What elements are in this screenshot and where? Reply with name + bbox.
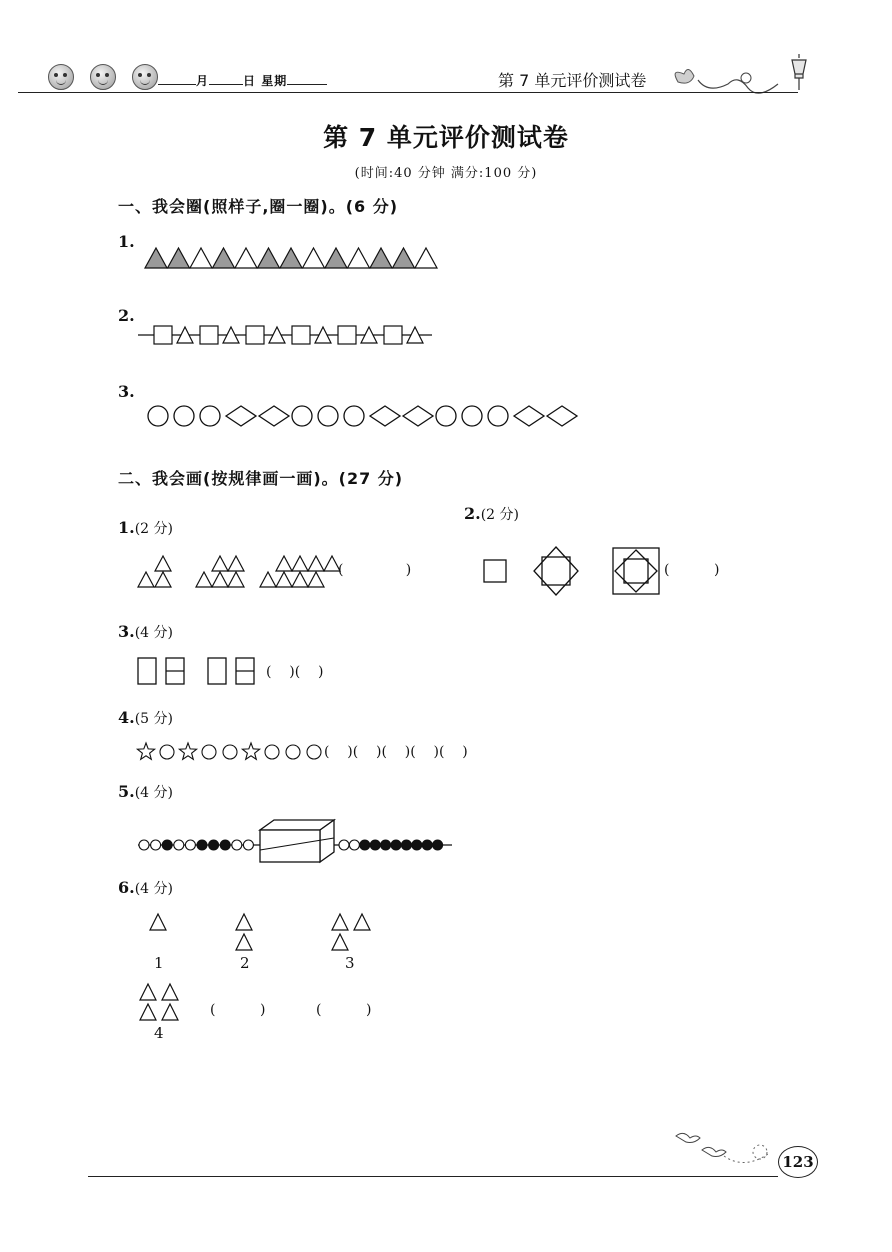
triangle-shape — [155, 556, 171, 571]
triangle-shape — [292, 556, 308, 571]
s2-q3-blanks — [266, 664, 323, 680]
s2-q4-number: 4. — [118, 708, 135, 727]
s2-q3-points: (4 分) — [134, 625, 173, 641]
diamond-shape — [514, 406, 544, 426]
s2-q4-blank-1: ( ) — [324, 744, 353, 760]
s2-q5-points: (4 分) — [134, 785, 173, 801]
white-triangle — [303, 248, 325, 268]
s2-q6-number: 6. — [118, 878, 135, 897]
s2-q1-points: (2 分) — [134, 521, 173, 537]
circle-shape — [318, 406, 338, 426]
s2-q6-blank-2: ( ) — [316, 1002, 372, 1018]
circle-shape — [202, 745, 216, 759]
gray-triangle — [280, 248, 302, 268]
s1-q1-number: 1. — [118, 232, 135, 251]
gray-triangle — [370, 248, 392, 268]
s2-q6-label — [118, 878, 173, 898]
s2-q2-number: 2. — [464, 504, 481, 523]
gray-triangle — [168, 248, 190, 268]
circle-shape — [307, 745, 321, 759]
s2-q1-triangle-groups — [136, 554, 336, 590]
s2-q6-label-4: 4 — [154, 1024, 164, 1042]
white-bead — [243, 840, 253, 850]
day-label: 日 — [243, 74, 257, 88]
section-2-heading: 二、我会画(按规律画一画)。(27 分) — [118, 469, 404, 488]
bird-icon — [672, 1128, 772, 1168]
s2-q6-points: (4 分) — [134, 881, 173, 897]
gray-triangle — [325, 248, 347, 268]
black-bead — [197, 840, 207, 850]
box-shape — [260, 820, 334, 862]
page-subtitle: (时间:40 分钟 满分:100 分) — [354, 166, 538, 181]
header-rule — [18, 92, 798, 93]
smiley-face-icon — [132, 64, 158, 90]
s2-q1-label — [118, 518, 173, 538]
section-1-heading: 一、我会圈(照样子,圈一圈)。(6 分) — [118, 197, 399, 216]
date-line — [158, 72, 327, 89]
star-icon — [179, 743, 196, 759]
square-shape — [292, 326, 310, 344]
white-bead — [174, 840, 184, 850]
s2-q1-answer-blank: ( ) — [338, 562, 412, 578]
s2-q3-label — [118, 622, 173, 642]
black-bead — [162, 840, 172, 850]
s2-q3-blank-1: ( ) — [266, 664, 295, 680]
triangle-shape — [276, 556, 292, 571]
triangle-shape — [212, 556, 228, 571]
circle-shape — [462, 406, 482, 426]
circle-shape — [488, 406, 508, 426]
lantern-icon — [786, 52, 812, 92]
s1-q2-number: 2. — [118, 306, 135, 325]
circle-shape — [174, 406, 194, 426]
s2-q3-number: 3. — [118, 622, 135, 641]
black-bead — [220, 840, 230, 850]
square-shape — [338, 326, 356, 344]
white-bead — [151, 840, 161, 850]
s2-q6-label-3: 3 — [345, 954, 355, 972]
square-shape — [154, 326, 172, 344]
s2-q4-blank-5: ( ) — [438, 744, 468, 760]
white-triangle — [190, 248, 212, 268]
circle-shape — [286, 745, 300, 759]
s2-q5-number: 5. — [118, 782, 135, 801]
s1-q1-triangle-row — [143, 246, 428, 270]
s2-q6-label-1: 1 — [154, 954, 164, 972]
black-bead — [381, 840, 391, 850]
white-triangle — [235, 248, 257, 268]
s2-q4-label — [118, 708, 173, 728]
s1-q3-circle-diamond-row — [146, 404, 606, 428]
diamond-shape — [259, 406, 289, 426]
diamond-shape — [226, 406, 256, 426]
circle-shape — [436, 406, 456, 426]
triangle-shape — [212, 572, 228, 587]
triangle-shape — [228, 556, 244, 571]
black-bead — [391, 840, 401, 850]
white-bead — [349, 840, 359, 850]
star-icon — [242, 743, 259, 759]
gray-triangle — [145, 248, 167, 268]
circle-shape — [148, 406, 168, 426]
triangle-shape — [308, 556, 324, 571]
white-bead — [185, 840, 195, 850]
diamond-shape — [547, 406, 577, 426]
s2-q2-answer-blank: ( ) — [664, 562, 720, 578]
s2-q1-number: 1. — [118, 518, 135, 537]
s1-q2-square-triangle-row — [136, 322, 436, 346]
square-shape — [246, 326, 264, 344]
page-title: 第 7 单元评价测试卷 — [323, 123, 569, 152]
header-title: 第 7 单元评价测试卷 — [498, 71, 647, 90]
circle-shape — [265, 745, 279, 759]
s2-q6-label-2: 2 — [240, 954, 250, 972]
white-bead — [139, 840, 149, 850]
diamond-shape — [370, 406, 400, 426]
butterfly-icon — [668, 60, 798, 100]
page-number: 123 — [778, 1146, 818, 1178]
square-shape — [200, 326, 218, 344]
circle-shape — [292, 406, 312, 426]
circle-shape — [223, 745, 237, 759]
s2-q4-star-circle-row — [136, 742, 326, 762]
black-bead — [360, 840, 370, 850]
diamond-shape — [403, 406, 433, 426]
star-icon — [137, 743, 154, 759]
circle-shape — [200, 406, 220, 426]
s2-q3-rectangles — [136, 656, 266, 686]
smiley-face-icon — [48, 64, 74, 90]
gray-triangle — [213, 248, 235, 268]
s2-q4-blank-4: ( ) — [410, 744, 439, 760]
s2-q2-points: (2 分) — [480, 507, 519, 523]
white-bead — [339, 840, 349, 850]
triangle-shape — [276, 572, 292, 587]
s2-q4-blank-2: ( ) — [352, 744, 382, 760]
s2-q6-blank-1: ( ) — [210, 1002, 266, 1018]
triangle-shape — [228, 572, 244, 587]
black-bead — [422, 840, 432, 850]
black-bead — [412, 840, 422, 850]
gray-triangle — [393, 248, 415, 268]
triangle-shape — [155, 572, 171, 587]
black-bead — [401, 840, 411, 850]
circle-shape — [344, 406, 364, 426]
white-bead — [232, 840, 242, 850]
triangle-shape — [138, 572, 154, 587]
month-label: 月 — [196, 74, 210, 88]
s2-q4-blanks — [324, 744, 468, 760]
s1-q3-number: 3. — [118, 382, 135, 401]
s2-q4-points: (5 分) — [134, 711, 173, 727]
black-bead — [209, 840, 219, 850]
square-shape — [384, 326, 402, 344]
weekday-label: 星期 — [261, 74, 288, 88]
smiley-face-icon — [90, 64, 116, 90]
s2-q2-nested-shapes — [482, 544, 662, 594]
s2-q2-label — [464, 504, 519, 524]
triangle-shape — [292, 572, 308, 587]
s2-q3-blank-2: ( ) — [294, 664, 324, 680]
triangle-shape — [196, 572, 212, 587]
black-bead — [433, 840, 443, 850]
s2-q5-label — [118, 782, 173, 802]
black-bead — [370, 840, 380, 850]
s2-q5-bead-string — [136, 814, 456, 864]
white-triangle — [348, 248, 370, 268]
triangle-shape — [260, 572, 276, 587]
circle-shape — [160, 745, 174, 759]
white-triangle — [415, 248, 437, 268]
triangle-shape — [308, 572, 324, 587]
s2-q4-blank-3: ( ) — [381, 744, 411, 760]
gray-triangle — [258, 248, 280, 268]
footer-rule — [88, 1176, 778, 1177]
